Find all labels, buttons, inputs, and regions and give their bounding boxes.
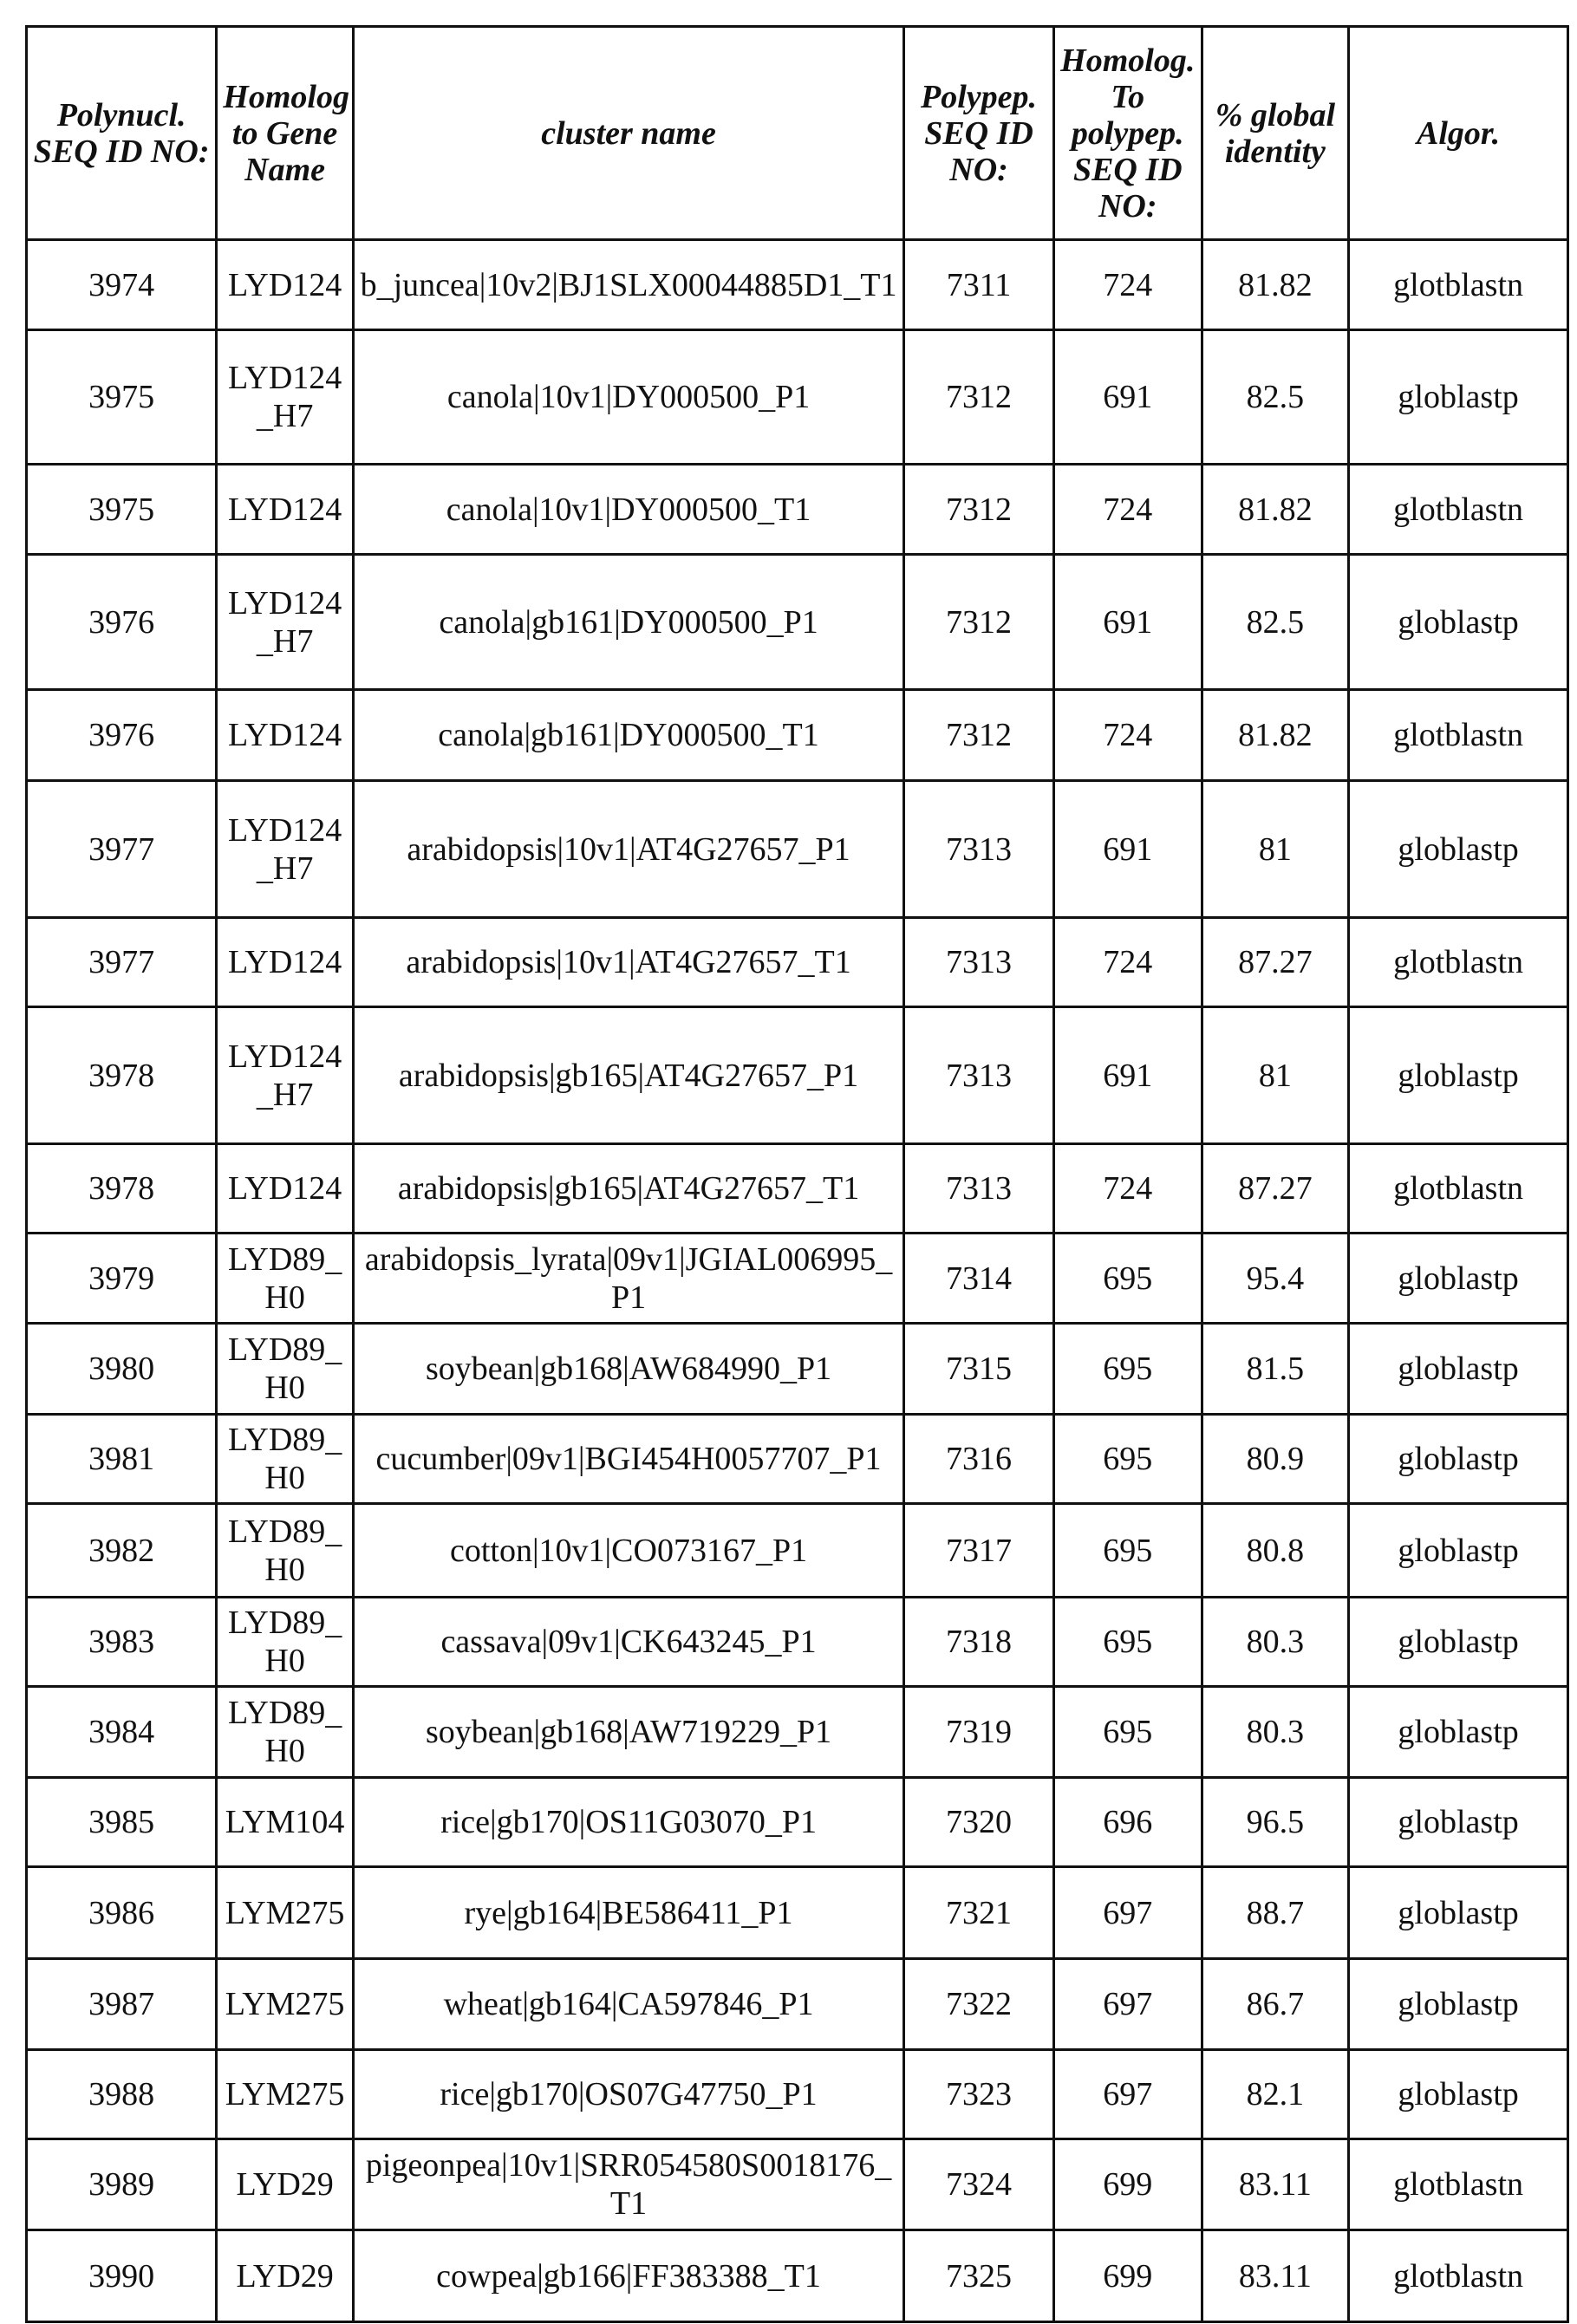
cell-algorithm: globlastp [1349,1598,1568,1687]
cell-cluster-name: arabidopsis|gb165|AT4G27657_P1 [353,1007,903,1144]
table-row [27,240,1568,330]
cell-homolog-polypeptide-seq-id: 697 [1053,1959,1202,2050]
cell-polynucleotide-seq-id: 3975 [27,330,217,465]
cell-cluster-name: wheat|gb164|CA597846_P1 [353,1959,903,2050]
table-row [27,1778,1568,1867]
cell-polypeptide-seq-id: 7315 [904,1324,1054,1415]
header-homolog-gene-name: Homolog to Gene Name [217,27,354,240]
cell-polypeptide-seq-id: 7314 [904,1234,1054,1324]
cell-cluster-name: soybean|gb168|AW719229_P1 [353,1687,903,1778]
cell-polypeptide-seq-id: 7313 [904,918,1054,1007]
cell-homolog-polypeptide-seq-id: 691 [1053,555,1202,690]
cell-cluster-name: canola|10v1|DY000500_T1 [353,465,903,555]
table-row [27,1598,1568,1687]
table-row [27,555,1568,690]
cell-homolog-polypeptide-seq-id: 724 [1053,240,1202,330]
cell-global-identity: 83.11 [1202,2230,1349,2322]
table-row [27,1144,1568,1234]
cell-polynucleotide-seq-id: 3978 [27,1144,217,1234]
cell-gene-name: LYD124_H7 [217,781,354,918]
cell-homolog-polypeptide-seq-id: 695 [1053,1234,1202,1324]
cell-polypeptide-seq-id: 7312 [904,555,1054,690]
cell-homolog-polypeptide-seq-id: 724 [1053,1144,1202,1234]
cell-polynucleotide-seq-id: 3980 [27,1324,217,1415]
cell-polypeptide-seq-id: 7319 [904,1687,1054,1778]
cell-homolog-polypeptide-seq-id: 695 [1053,1415,1202,1504]
cell-algorithm: globlastp [1349,1007,1568,1144]
cell-polypeptide-seq-id: 7317 [904,1504,1054,1598]
cell-global-identity: 82.1 [1202,2050,1349,2139]
cell-global-identity: 80.3 [1202,1598,1349,1687]
cell-homolog-polypeptide-seq-id: 691 [1053,1007,1202,1144]
cell-gene-name: LYD124_H7 [217,1007,354,1144]
homolog-table [25,25,1569,2323]
cell-homolog-polypeptide-seq-id: 691 [1053,330,1202,465]
cell-gene-name: LYD124 [217,918,354,1007]
cell-polynucleotide-seq-id: 3986 [27,1867,217,1959]
cell-polynucleotide-seq-id: 3974 [27,240,217,330]
cell-polynucleotide-seq-id: 3976 [27,555,217,690]
cell-polypeptide-seq-id: 7316 [904,1415,1054,1504]
cell-global-identity: 88.7 [1202,1867,1349,1959]
cell-polypeptide-seq-id: 7324 [904,2139,1054,2230]
cell-gene-name: LYM275 [217,2050,354,2139]
cell-polypeptide-seq-id: 7320 [904,1778,1054,1867]
cell-global-identity: 80.8 [1202,1504,1349,1598]
cell-cluster-name: cucumber|09v1|BGI454H0057707_P1 [353,1415,903,1504]
cell-cluster-name: arabidopsis|10v1|AT4G27657_P1 [353,781,903,918]
cell-gene-name: LYD124_H7 [217,555,354,690]
cell-polypeptide-seq-id: 7313 [904,1144,1054,1234]
cell-homolog-polypeptide-seq-id: 724 [1053,465,1202,555]
cell-global-identity: 80.3 [1202,1687,1349,1778]
cell-polypeptide-seq-id: 7313 [904,1007,1054,1144]
cell-global-identity: 81.82 [1202,690,1349,781]
cell-gene-name: LYD89_H0 [217,1687,354,1778]
cell-cluster-name: rye|gb164|BE586411_P1 [353,1867,903,1959]
cell-cluster-name: canola|gb161|DY000500_P1 [353,555,903,690]
table-row [27,2050,1568,2139]
cell-global-identity: 81.82 [1202,465,1349,555]
cell-polypeptide-seq-id: 7318 [904,1598,1054,1687]
header-cluster-name: cluster name [353,27,903,240]
cell-gene-name: LYD89_H0 [217,1415,354,1504]
cell-homolog-polypeptide-seq-id: 695 [1053,1687,1202,1778]
cell-gene-name: LYD29 [217,2139,354,2230]
table-row [27,1234,1568,1324]
cell-global-identity: 82.5 [1202,330,1349,465]
cell-polynucleotide-seq-id: 3979 [27,1234,217,1324]
table-row [27,1324,1568,1415]
cell-global-identity: 87.27 [1202,918,1349,1007]
cell-homolog-polypeptide-seq-id: 724 [1053,690,1202,781]
cell-cluster-name: canola|gb161|DY000500_T1 [353,690,903,781]
cell-polynucleotide-seq-id: 3985 [27,1778,217,1867]
cell-global-identity: 95.4 [1202,1234,1349,1324]
cell-polynucleotide-seq-id: 3982 [27,1504,217,1598]
header-global-identity: % global identity [1202,27,1349,240]
cell-algorithm: globlastp [1349,1867,1568,1959]
cell-cluster-name: arabidopsis|gb165|AT4G27657_T1 [353,1144,903,1234]
cell-polypeptide-seq-id: 7313 [904,781,1054,918]
cell-algorithm: glotblastn [1349,240,1568,330]
cell-polypeptide-seq-id: 7323 [904,2050,1054,2139]
cell-algorithm: glotblastn [1349,918,1568,1007]
cell-global-identity: 81.82 [1202,240,1349,330]
table-row [27,330,1568,465]
cell-algorithm: globlastp [1349,555,1568,690]
cell-global-identity: 81 [1202,1007,1349,1144]
cell-algorithm: globlastp [1349,330,1568,465]
cell-polynucleotide-seq-id: 3983 [27,1598,217,1687]
table-row [27,1867,1568,1959]
cell-gene-name: LYD124_H7 [217,330,354,465]
cell-polynucleotide-seq-id: 3977 [27,918,217,1007]
cell-global-identity: 87.27 [1202,1144,1349,1234]
cell-algorithm: globlastp [1349,781,1568,918]
cell-global-identity: 96.5 [1202,1778,1349,1867]
cell-gene-name: LYD89_H0 [217,1504,354,1598]
cell-homolog-polypeptide-seq-id: 695 [1053,1598,1202,1687]
cell-polypeptide-seq-id: 7322 [904,1959,1054,2050]
cell-polynucleotide-seq-id: 3987 [27,1959,217,2050]
header-homolog-polypeptide-seq-id: Homolog. To polypep. SEQ ID NO: [1053,27,1202,240]
cell-homolog-polypeptide-seq-id: 724 [1053,918,1202,1007]
cell-algorithm: globlastp [1349,1778,1568,1867]
cell-global-identity: 81 [1202,781,1349,918]
cell-polynucleotide-seq-id: 3989 [27,2139,217,2230]
cell-polypeptide-seq-id: 7312 [904,330,1054,465]
cell-gene-name: LYD124 [217,240,354,330]
table-row [27,2230,1568,2322]
table-row [27,1687,1568,1778]
cell-gene-name: LYD89_H0 [217,1234,354,1324]
cell-gene-name: LYD124 [217,690,354,781]
cell-algorithm: glotblastn [1349,1144,1568,1234]
cell-gene-name: LYD89_H0 [217,1598,354,1687]
cell-homolog-polypeptide-seq-id: 691 [1053,781,1202,918]
cell-global-identity: 86.7 [1202,1959,1349,2050]
cell-algorithm: glotblastn [1349,465,1568,555]
cell-algorithm: globlastp [1349,1234,1568,1324]
cell-cluster-name: arabidopsis_lyrata|09v1|JGIAL006995_P1 [353,1234,903,1324]
cell-algorithm: glotblastn [1349,690,1568,781]
cell-homolog-polypeptide-seq-id: 699 [1053,2139,1202,2230]
table-row [27,1007,1568,1144]
cell-polynucleotide-seq-id: 3984 [27,1687,217,1778]
cell-polynucleotide-seq-id: 3981 [27,1415,217,1504]
table-row [27,690,1568,781]
table-row [27,1415,1568,1504]
cell-cluster-name: soybean|gb168|AW684990_P1 [353,1324,903,1415]
cell-polynucleotide-seq-id: 3975 [27,465,217,555]
cell-algorithm: glotblastn [1349,2139,1568,2230]
header-polypeptide-seq-id: Polypep. SEQ ID NO: [904,27,1054,240]
cell-gene-name: LYD124 [217,1144,354,1234]
cell-polynucleotide-seq-id: 3978 [27,1007,217,1144]
cell-homolog-polypeptide-seq-id: 697 [1053,1867,1202,1959]
table-row [27,2139,1568,2230]
cell-algorithm: glotblastn [1349,2230,1568,2322]
cell-homolog-polypeptide-seq-id: 699 [1053,2230,1202,2322]
cell-polypeptide-seq-id: 7312 [904,690,1054,781]
table-row [27,1504,1568,1598]
cell-cluster-name: cotton|10v1|CO073167_P1 [353,1504,903,1598]
cell-algorithm: globlastp [1349,1324,1568,1415]
cell-cluster-name: pigeonpea|10v1|SRR054580S0018176_T1 [353,2139,903,2230]
cell-gene-name: LYM104 [217,1778,354,1867]
cell-polynucleotide-seq-id: 3988 [27,2050,217,2139]
cell-polypeptide-seq-id: 7312 [904,465,1054,555]
cell-gene-name: LYM275 [217,1959,354,2050]
header-row [27,27,1568,240]
header-algorithm: Algor. [1349,27,1568,240]
table-row [27,465,1568,555]
cell-polypeptide-seq-id: 7311 [904,240,1054,330]
cell-cluster-name: b_juncea|10v2|BJ1SLX00044885D1_T1 [353,240,903,330]
cell-global-identity: 82.5 [1202,555,1349,690]
cell-polynucleotide-seq-id: 3977 [27,781,217,918]
cell-algorithm: globlastp [1349,1959,1568,2050]
table-row [27,781,1568,918]
cell-cluster-name: rice|gb170|OS11G03070_P1 [353,1778,903,1867]
cell-cluster-name: canola|10v1|DY000500_P1 [353,330,903,465]
cell-global-identity: 83.11 [1202,2139,1349,2230]
cell-homolog-polypeptide-seq-id: 697 [1053,2050,1202,2139]
cell-polynucleotide-seq-id: 3990 [27,2230,217,2322]
cell-algorithm: globlastp [1349,1687,1568,1778]
cell-gene-name: LYD89_H0 [217,1324,354,1415]
cell-gene-name: LYD29 [217,2230,354,2322]
cell-algorithm: globlastp [1349,2050,1568,2139]
cell-homolog-polypeptide-seq-id: 695 [1053,1504,1202,1598]
cell-homolog-polypeptide-seq-id: 696 [1053,1778,1202,1867]
cell-algorithm: globlastp [1349,1415,1568,1504]
table-row [27,1959,1568,2050]
cell-cluster-name: cassava|09v1|CK643245_P1 [353,1598,903,1687]
header-polynucleotide-seq-id: Polynucl. SEQ ID NO: [27,27,217,240]
cell-polynucleotide-seq-id: 3976 [27,690,217,781]
cell-cluster-name: arabidopsis|10v1|AT4G27657_T1 [353,918,903,1007]
cell-homolog-polypeptide-seq-id: 695 [1053,1324,1202,1415]
cell-global-identity: 80.9 [1202,1415,1349,1504]
cell-global-identity: 81.5 [1202,1324,1349,1415]
cell-cluster-name: cowpea|gb166|FF383388_T1 [353,2230,903,2322]
cell-algorithm: globlastp [1349,1504,1568,1598]
cell-polypeptide-seq-id: 7325 [904,2230,1054,2322]
cell-gene-name: LYM275 [217,1867,354,1959]
table-row [27,918,1568,1007]
cell-cluster-name: rice|gb170|OS07G47750_P1 [353,2050,903,2139]
cell-polypeptide-seq-id: 7321 [904,1867,1054,1959]
cell-gene-name: LYD124 [217,465,354,555]
